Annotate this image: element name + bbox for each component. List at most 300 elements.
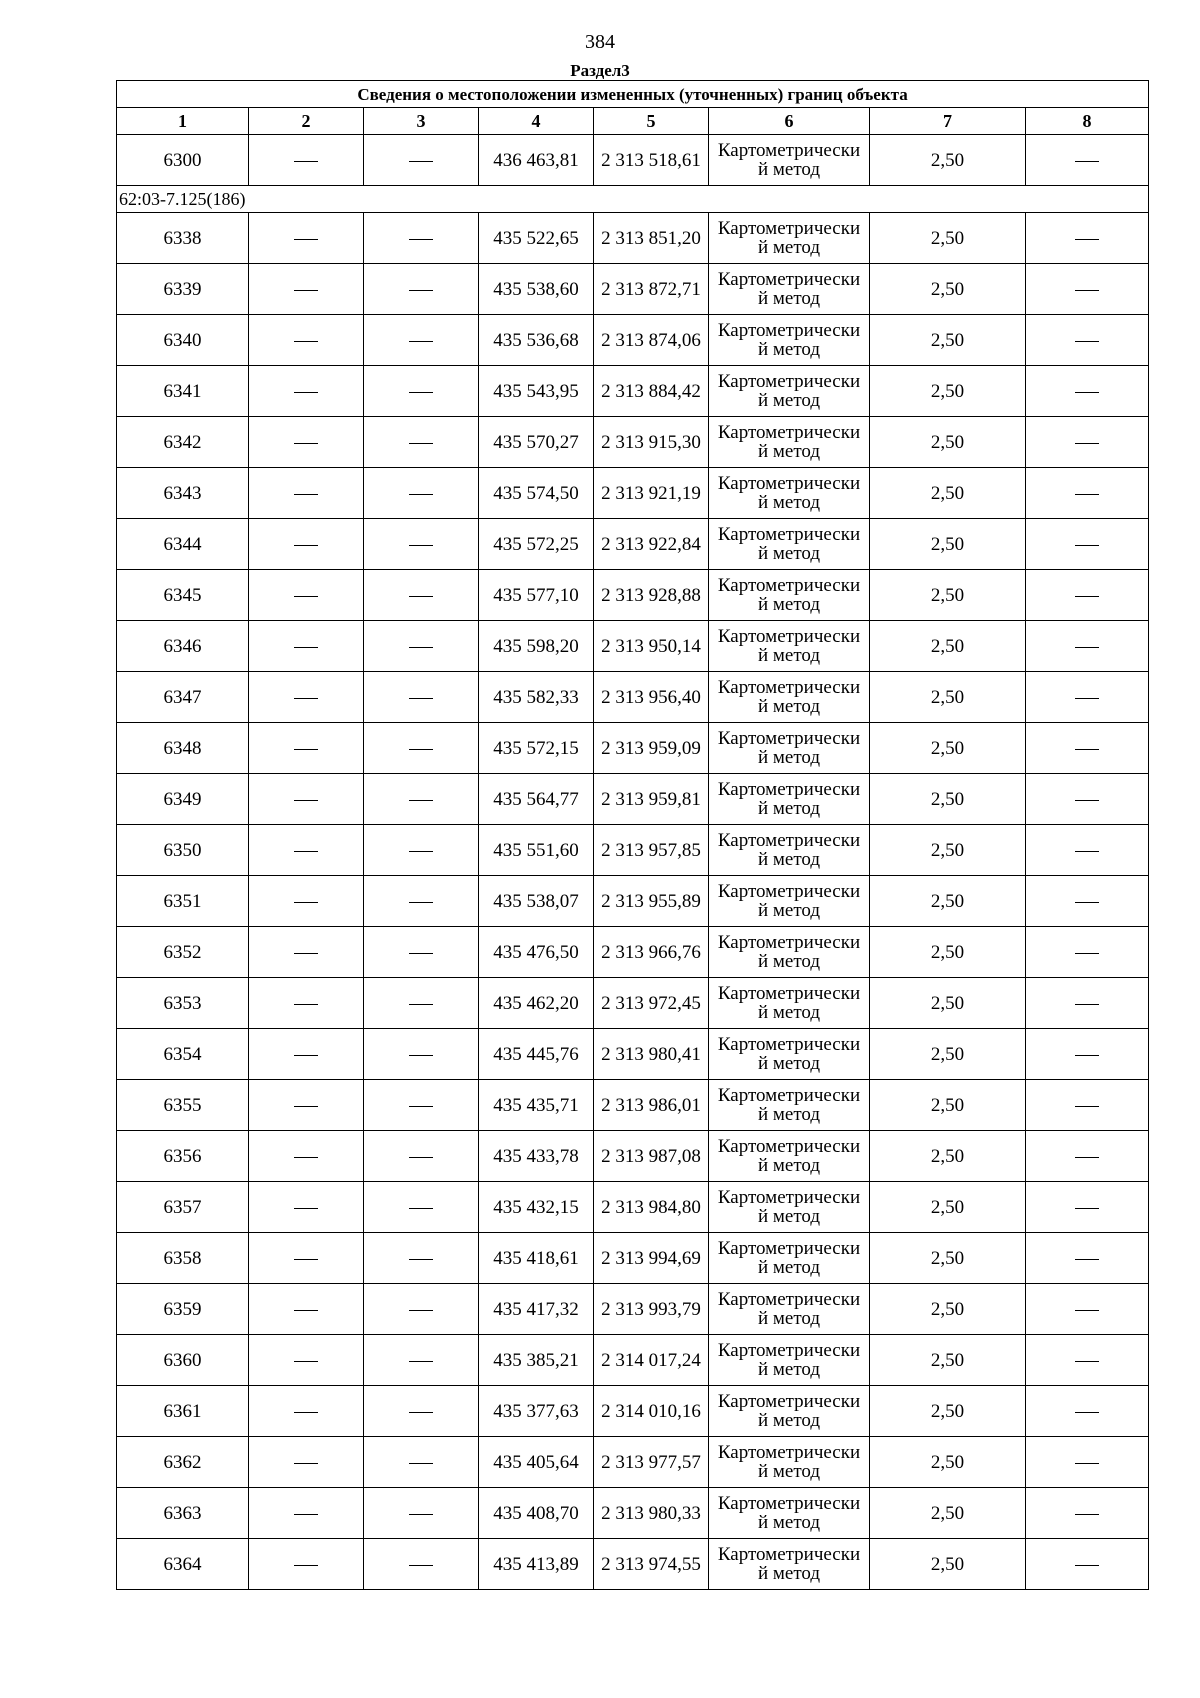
empty-value-cell	[364, 876, 479, 927]
empty-value-cell	[364, 1488, 479, 1539]
x-coordinate-cell: 435 543,95	[479, 366, 594, 417]
method-line-1: Картометрически	[717, 269, 861, 290]
point-number-cell: 6354	[117, 1029, 249, 1080]
dash-mark	[409, 1361, 433, 1362]
method-line-2: й метод	[757, 159, 821, 180]
x-coordinate-cell: 435 432,15	[479, 1182, 594, 1233]
empty-value-cell	[249, 1233, 364, 1284]
x-coordinate-cell: 435 385,21	[479, 1335, 594, 1386]
table-row	[117, 1182, 1149, 1233]
dash-mark	[1075, 1055, 1099, 1056]
method-line-2: й метод	[757, 339, 821, 360]
method-cell	[709, 417, 870, 468]
method-cell	[709, 1437, 870, 1488]
empty-value-cell	[364, 927, 479, 978]
method-cell	[709, 1488, 870, 1539]
method-line-2: й метод	[757, 951, 821, 972]
dash-mark	[1075, 800, 1099, 801]
x-coordinate-cell: 435 417,32	[479, 1284, 594, 1335]
accuracy-cell: 2,50	[870, 135, 1026, 186]
column-number: 7	[870, 108, 1026, 135]
point-number-cell: 6355	[117, 1080, 249, 1131]
empty-value-cell	[249, 135, 364, 186]
method-cell	[709, 1335, 870, 1386]
table-row	[117, 1233, 1149, 1284]
dash-mark	[409, 1310, 433, 1311]
table-row	[117, 825, 1149, 876]
x-coordinate-cell: 435 570,27	[479, 417, 594, 468]
dash-mark	[294, 494, 318, 495]
y-coordinate-cell: 2 313 928,88	[594, 570, 709, 621]
column-number: 3	[364, 108, 479, 135]
empty-value-cell	[249, 621, 364, 672]
table-row	[117, 1029, 1149, 1080]
method-cell	[709, 570, 870, 621]
table-row	[117, 366, 1149, 417]
y-coordinate-cell: 2 313 884,42	[594, 366, 709, 417]
dash-mark	[409, 953, 433, 954]
page-number: 384	[585, 31, 615, 53]
point-number-cell: 6361	[117, 1386, 249, 1437]
x-coordinate-cell: 435 405,64	[479, 1437, 594, 1488]
method-line-1: Картометрически	[717, 626, 861, 647]
method-line-1: Картометрически	[717, 320, 861, 341]
accuracy-cell: 2,50	[870, 519, 1026, 570]
empty-value-cell	[364, 519, 479, 570]
method-line-1: Картометрически	[717, 830, 861, 851]
y-coordinate-cell: 2 313 980,41	[594, 1029, 709, 1080]
dash-mark	[409, 1106, 433, 1107]
method-line-1: Картометрически	[717, 1085, 861, 1106]
dash-mark	[409, 1565, 433, 1566]
table-caption-row	[117, 81, 1149, 108]
method-cell	[709, 264, 870, 315]
method-cell	[709, 621, 870, 672]
table-row	[117, 315, 1149, 366]
empty-value-cell	[364, 1539, 479, 1590]
empty-value-cell	[1026, 774, 1149, 825]
y-coordinate-cell: 2 314 017,24	[594, 1335, 709, 1386]
empty-value-cell	[249, 1437, 364, 1488]
dash-mark	[1075, 1004, 1099, 1005]
section-title: Раздел3	[570, 61, 630, 80]
table-row	[117, 621, 1149, 672]
accuracy-cell: 2,50	[870, 1284, 1026, 1335]
method-line-1: Картометрически	[717, 1034, 861, 1055]
empty-value-cell	[1026, 1080, 1149, 1131]
method-cell	[709, 1284, 870, 1335]
accuracy-cell: 2,50	[870, 672, 1026, 723]
dash-mark	[409, 1208, 433, 1209]
method-cell	[709, 876, 870, 927]
empty-value-cell	[249, 978, 364, 1029]
y-coordinate-cell: 2 313 518,61	[594, 135, 709, 186]
dash-mark	[1075, 341, 1099, 342]
method-line-2: й метод	[757, 237, 821, 258]
point-number-cell: 6345	[117, 570, 249, 621]
point-number-cell: 6300	[117, 135, 249, 186]
dash-mark	[1075, 953, 1099, 954]
y-coordinate-cell: 2 313 915,30	[594, 417, 709, 468]
method-cell	[709, 927, 870, 978]
point-number-cell: 6346	[117, 621, 249, 672]
empty-value-cell	[249, 264, 364, 315]
empty-value-cell	[364, 825, 479, 876]
dash-mark	[294, 443, 318, 444]
empty-value-cell	[249, 570, 364, 621]
empty-value-cell	[364, 1437, 479, 1488]
method-cell	[709, 213, 870, 264]
method-line-2: й метод	[757, 1206, 821, 1227]
empty-value-cell	[249, 927, 364, 978]
empty-value-cell	[364, 1335, 479, 1386]
method-line-1: Картометрически	[717, 779, 861, 800]
method-line-1: Картометрически	[717, 575, 861, 596]
empty-value-cell	[1026, 417, 1149, 468]
method-cell	[709, 723, 870, 774]
method-line-2: й метод	[757, 1359, 821, 1380]
dash-mark	[1075, 494, 1099, 495]
column-number: 5	[594, 108, 709, 135]
table-caption: Сведения о местоположении измененных (уточненных) границ объекта	[117, 81, 1149, 108]
x-coordinate-cell: 435 598,20	[479, 621, 594, 672]
dash-mark	[409, 545, 433, 546]
empty-value-cell	[1026, 978, 1149, 1029]
y-coordinate-cell: 2 313 959,81	[594, 774, 709, 825]
x-coordinate-cell: 435 522,65	[479, 213, 594, 264]
dash-mark	[1075, 1310, 1099, 1311]
point-number-cell: 6359	[117, 1284, 249, 1335]
table-row	[117, 213, 1149, 264]
point-number-cell: 6363	[117, 1488, 249, 1539]
x-coordinate-cell: 435 538,07	[479, 876, 594, 927]
x-coordinate-cell: 436 463,81	[479, 135, 594, 186]
method-line-1: Картометрически	[717, 1493, 861, 1514]
point-number-cell: 6351	[117, 876, 249, 927]
empty-value-cell	[1026, 1335, 1149, 1386]
x-coordinate-cell: 435 413,89	[479, 1539, 594, 1590]
method-line-2: й метод	[757, 441, 821, 462]
dash-mark	[409, 647, 433, 648]
dash-mark	[409, 392, 433, 393]
empty-value-cell	[1026, 264, 1149, 315]
accuracy-cell: 2,50	[870, 621, 1026, 672]
accuracy-cell: 2,50	[870, 1131, 1026, 1182]
dash-mark	[294, 596, 318, 597]
dash-mark	[1075, 1514, 1099, 1515]
method-line-1: Картометрически	[717, 422, 861, 443]
method-line-1: Картометрически	[717, 473, 861, 494]
dash-mark	[1075, 443, 1099, 444]
empty-value-cell	[1026, 1437, 1149, 1488]
column-number: 6	[709, 108, 870, 135]
point-number-cell: 6353	[117, 978, 249, 1029]
point-number-cell: 6347	[117, 672, 249, 723]
empty-value-cell	[249, 1488, 364, 1539]
empty-value-cell	[364, 570, 479, 621]
y-coordinate-cell: 2 313 987,08	[594, 1131, 709, 1182]
empty-value-cell	[249, 672, 364, 723]
dash-mark	[409, 290, 433, 291]
dash-mark	[409, 698, 433, 699]
empty-value-cell	[249, 315, 364, 366]
method-cell	[709, 1233, 870, 1284]
dash-mark	[1075, 239, 1099, 240]
method-line-2: й метод	[757, 1461, 821, 1482]
y-coordinate-cell: 2 313 977,57	[594, 1437, 709, 1488]
empty-value-cell	[249, 1131, 364, 1182]
accuracy-cell: 2,50	[870, 264, 1026, 315]
method-line-1: Картометрически	[717, 1289, 861, 1310]
empty-value-cell	[249, 366, 364, 417]
x-coordinate-cell: 435 445,76	[479, 1029, 594, 1080]
accuracy-cell: 2,50	[870, 1182, 1026, 1233]
accuracy-cell: 2,50	[870, 315, 1026, 366]
accuracy-cell: 2,50	[870, 468, 1026, 519]
empty-value-cell	[249, 825, 364, 876]
dash-mark	[294, 392, 318, 393]
y-coordinate-cell: 2 313 956,40	[594, 672, 709, 723]
dash-mark	[409, 1514, 433, 1515]
method-line-2: й метод	[757, 1563, 821, 1584]
empty-value-cell	[1026, 519, 1149, 570]
point-number-cell: 6352	[117, 927, 249, 978]
dash-mark	[294, 749, 318, 750]
empty-value-cell	[364, 1182, 479, 1233]
accuracy-cell: 2,50	[870, 1080, 1026, 1131]
table-row	[117, 1284, 1149, 1335]
empty-value-cell	[364, 1080, 479, 1131]
dash-mark	[294, 800, 318, 801]
point-number-cell: 6360	[117, 1335, 249, 1386]
empty-value-cell	[364, 1131, 479, 1182]
dash-mark	[294, 1310, 318, 1311]
table-row	[117, 1335, 1149, 1386]
empty-value-cell	[249, 1386, 364, 1437]
point-number-cell: 6343	[117, 468, 249, 519]
y-coordinate-cell: 2 313 986,01	[594, 1080, 709, 1131]
method-line-1: Картометрически	[717, 524, 861, 545]
dash-mark	[409, 239, 433, 240]
dash-mark	[294, 1361, 318, 1362]
accuracy-cell: 2,50	[870, 825, 1026, 876]
dash-mark	[294, 1157, 318, 1158]
dash-mark	[409, 494, 433, 495]
dash-mark	[409, 1463, 433, 1464]
dash-mark	[409, 1004, 433, 1005]
method-line-1: Картометрически	[717, 140, 861, 161]
empty-value-cell	[364, 978, 479, 1029]
dash-mark	[409, 341, 433, 342]
dash-mark	[409, 1157, 433, 1158]
empty-value-cell	[1026, 825, 1149, 876]
method-line-1: Картометрически	[717, 218, 861, 239]
dash-mark	[409, 749, 433, 750]
table-row	[117, 1488, 1149, 1539]
dash-mark	[294, 851, 318, 852]
y-coordinate-cell: 2 313 922,84	[594, 519, 709, 570]
x-coordinate-cell: 435 582,33	[479, 672, 594, 723]
accuracy-cell: 2,50	[870, 927, 1026, 978]
y-coordinate-cell: 2 313 872,71	[594, 264, 709, 315]
dash-mark	[1075, 1259, 1099, 1260]
x-coordinate-cell: 435 574,50	[479, 468, 594, 519]
point-number-cell: 6341	[117, 366, 249, 417]
dash-mark	[1075, 161, 1099, 162]
dash-mark	[409, 161, 433, 162]
table-row	[117, 468, 1149, 519]
column-number: 8	[1026, 108, 1149, 135]
dash-mark	[1075, 1361, 1099, 1362]
table-row	[117, 1437, 1149, 1488]
table-row	[117, 1131, 1149, 1182]
point-number-cell: 6349	[117, 774, 249, 825]
method-line-2: й метод	[757, 1053, 821, 1074]
empty-value-cell	[1026, 621, 1149, 672]
empty-value-cell	[249, 468, 364, 519]
dash-mark	[1075, 749, 1099, 750]
method-cell	[709, 1080, 870, 1131]
empty-value-cell	[364, 621, 479, 672]
method-line-1: Картометрически	[717, 932, 861, 953]
dash-mark	[1075, 647, 1099, 648]
y-coordinate-cell: 2 314 010,16	[594, 1386, 709, 1437]
x-coordinate-cell: 435 476,50	[479, 927, 594, 978]
empty-value-cell	[1026, 213, 1149, 264]
dash-mark	[294, 290, 318, 291]
dash-mark	[294, 698, 318, 699]
method-line-2: й метод	[757, 1002, 821, 1023]
group-label: 62:03-7.125(186)	[117, 186, 1149, 213]
x-coordinate-cell: 435 572,15	[479, 723, 594, 774]
dash-mark	[1075, 290, 1099, 291]
dash-mark	[294, 1106, 318, 1107]
empty-value-cell	[249, 417, 364, 468]
accuracy-cell: 2,50	[870, 213, 1026, 264]
dash-mark	[294, 545, 318, 546]
empty-value-cell	[1026, 723, 1149, 774]
method-line-2: й метод	[757, 492, 821, 513]
empty-value-cell	[249, 876, 364, 927]
point-number-cell: 6339	[117, 264, 249, 315]
accuracy-cell: 2,50	[870, 774, 1026, 825]
y-coordinate-cell: 2 313 994,69	[594, 1233, 709, 1284]
empty-value-cell	[1026, 672, 1149, 723]
dash-mark	[294, 1055, 318, 1056]
table-row	[117, 519, 1149, 570]
dash-mark	[409, 800, 433, 801]
dash-mark	[409, 1055, 433, 1056]
point-number-cell: 6342	[117, 417, 249, 468]
x-coordinate-cell: 435 564,77	[479, 774, 594, 825]
empty-value-cell	[1026, 468, 1149, 519]
empty-value-cell	[249, 774, 364, 825]
point-number-cell: 6350	[117, 825, 249, 876]
dash-mark	[294, 341, 318, 342]
y-coordinate-cell: 2 313 959,09	[594, 723, 709, 774]
y-coordinate-cell: 2 313 921,19	[594, 468, 709, 519]
column-number-row	[117, 108, 1149, 135]
dash-mark	[1075, 1106, 1099, 1107]
dash-mark	[1075, 1412, 1099, 1413]
empty-value-cell	[1026, 876, 1149, 927]
empty-value-cell	[364, 1284, 479, 1335]
column-number: 4	[479, 108, 594, 135]
x-coordinate-cell: 435 462,20	[479, 978, 594, 1029]
dash-mark	[294, 1463, 318, 1464]
empty-value-cell	[249, 1182, 364, 1233]
method-line-1: Картометрически	[717, 371, 861, 392]
table-row	[117, 1386, 1149, 1437]
empty-value-cell	[364, 417, 479, 468]
dash-mark	[1075, 392, 1099, 393]
dash-mark	[294, 1514, 318, 1515]
method-line-1: Картометрически	[717, 1391, 861, 1412]
y-coordinate-cell: 2 313 984,80	[594, 1182, 709, 1233]
boundary-coordinates-table	[116, 80, 1149, 1590]
method-cell	[709, 1029, 870, 1080]
accuracy-cell: 2,50	[870, 1386, 1026, 1437]
dash-mark	[1075, 851, 1099, 852]
method-line-2: й метод	[757, 543, 821, 564]
method-line-2: й метод	[757, 798, 821, 819]
dash-mark	[294, 1412, 318, 1413]
table-row	[117, 135, 1149, 186]
dash-mark	[1075, 1565, 1099, 1566]
empty-value-cell	[364, 315, 479, 366]
empty-value-cell	[364, 135, 479, 186]
table-row	[117, 774, 1149, 825]
empty-value-cell	[1026, 1182, 1149, 1233]
empty-value-cell	[364, 1386, 479, 1437]
method-cell	[709, 519, 870, 570]
dash-mark	[294, 1565, 318, 1566]
empty-value-cell	[364, 1029, 479, 1080]
accuracy-cell: 2,50	[870, 978, 1026, 1029]
method-line-2: й метод	[757, 849, 821, 870]
table-row	[117, 672, 1149, 723]
empty-value-cell	[249, 213, 364, 264]
method-cell	[709, 1182, 870, 1233]
method-line-2: й метод	[757, 1104, 821, 1125]
method-line-2: й метод	[757, 645, 821, 666]
dash-mark	[1075, 596, 1099, 597]
accuracy-cell: 2,50	[870, 570, 1026, 621]
dash-mark	[1075, 1463, 1099, 1464]
empty-value-cell	[249, 1029, 364, 1080]
y-coordinate-cell: 2 313 851,20	[594, 213, 709, 264]
empty-value-cell	[364, 264, 479, 315]
dash-mark	[409, 902, 433, 903]
method-line-1: Картометрически	[717, 1187, 861, 1208]
x-coordinate-cell: 435 433,78	[479, 1131, 594, 1182]
accuracy-cell: 2,50	[870, 1437, 1026, 1488]
column-number: 1	[117, 108, 249, 135]
table-row	[117, 1080, 1149, 1131]
dash-mark	[294, 161, 318, 162]
method-line-2: й метод	[757, 1512, 821, 1533]
empty-value-cell	[364, 366, 479, 417]
method-line-2: й метод	[757, 1308, 821, 1329]
accuracy-cell: 2,50	[870, 876, 1026, 927]
empty-value-cell	[1026, 1284, 1149, 1335]
dash-mark	[409, 1259, 433, 1260]
dash-mark	[294, 953, 318, 954]
point-number-cell: 6364	[117, 1539, 249, 1590]
dash-mark	[409, 1412, 433, 1413]
empty-value-cell	[1026, 1233, 1149, 1284]
dash-mark	[1075, 698, 1099, 699]
